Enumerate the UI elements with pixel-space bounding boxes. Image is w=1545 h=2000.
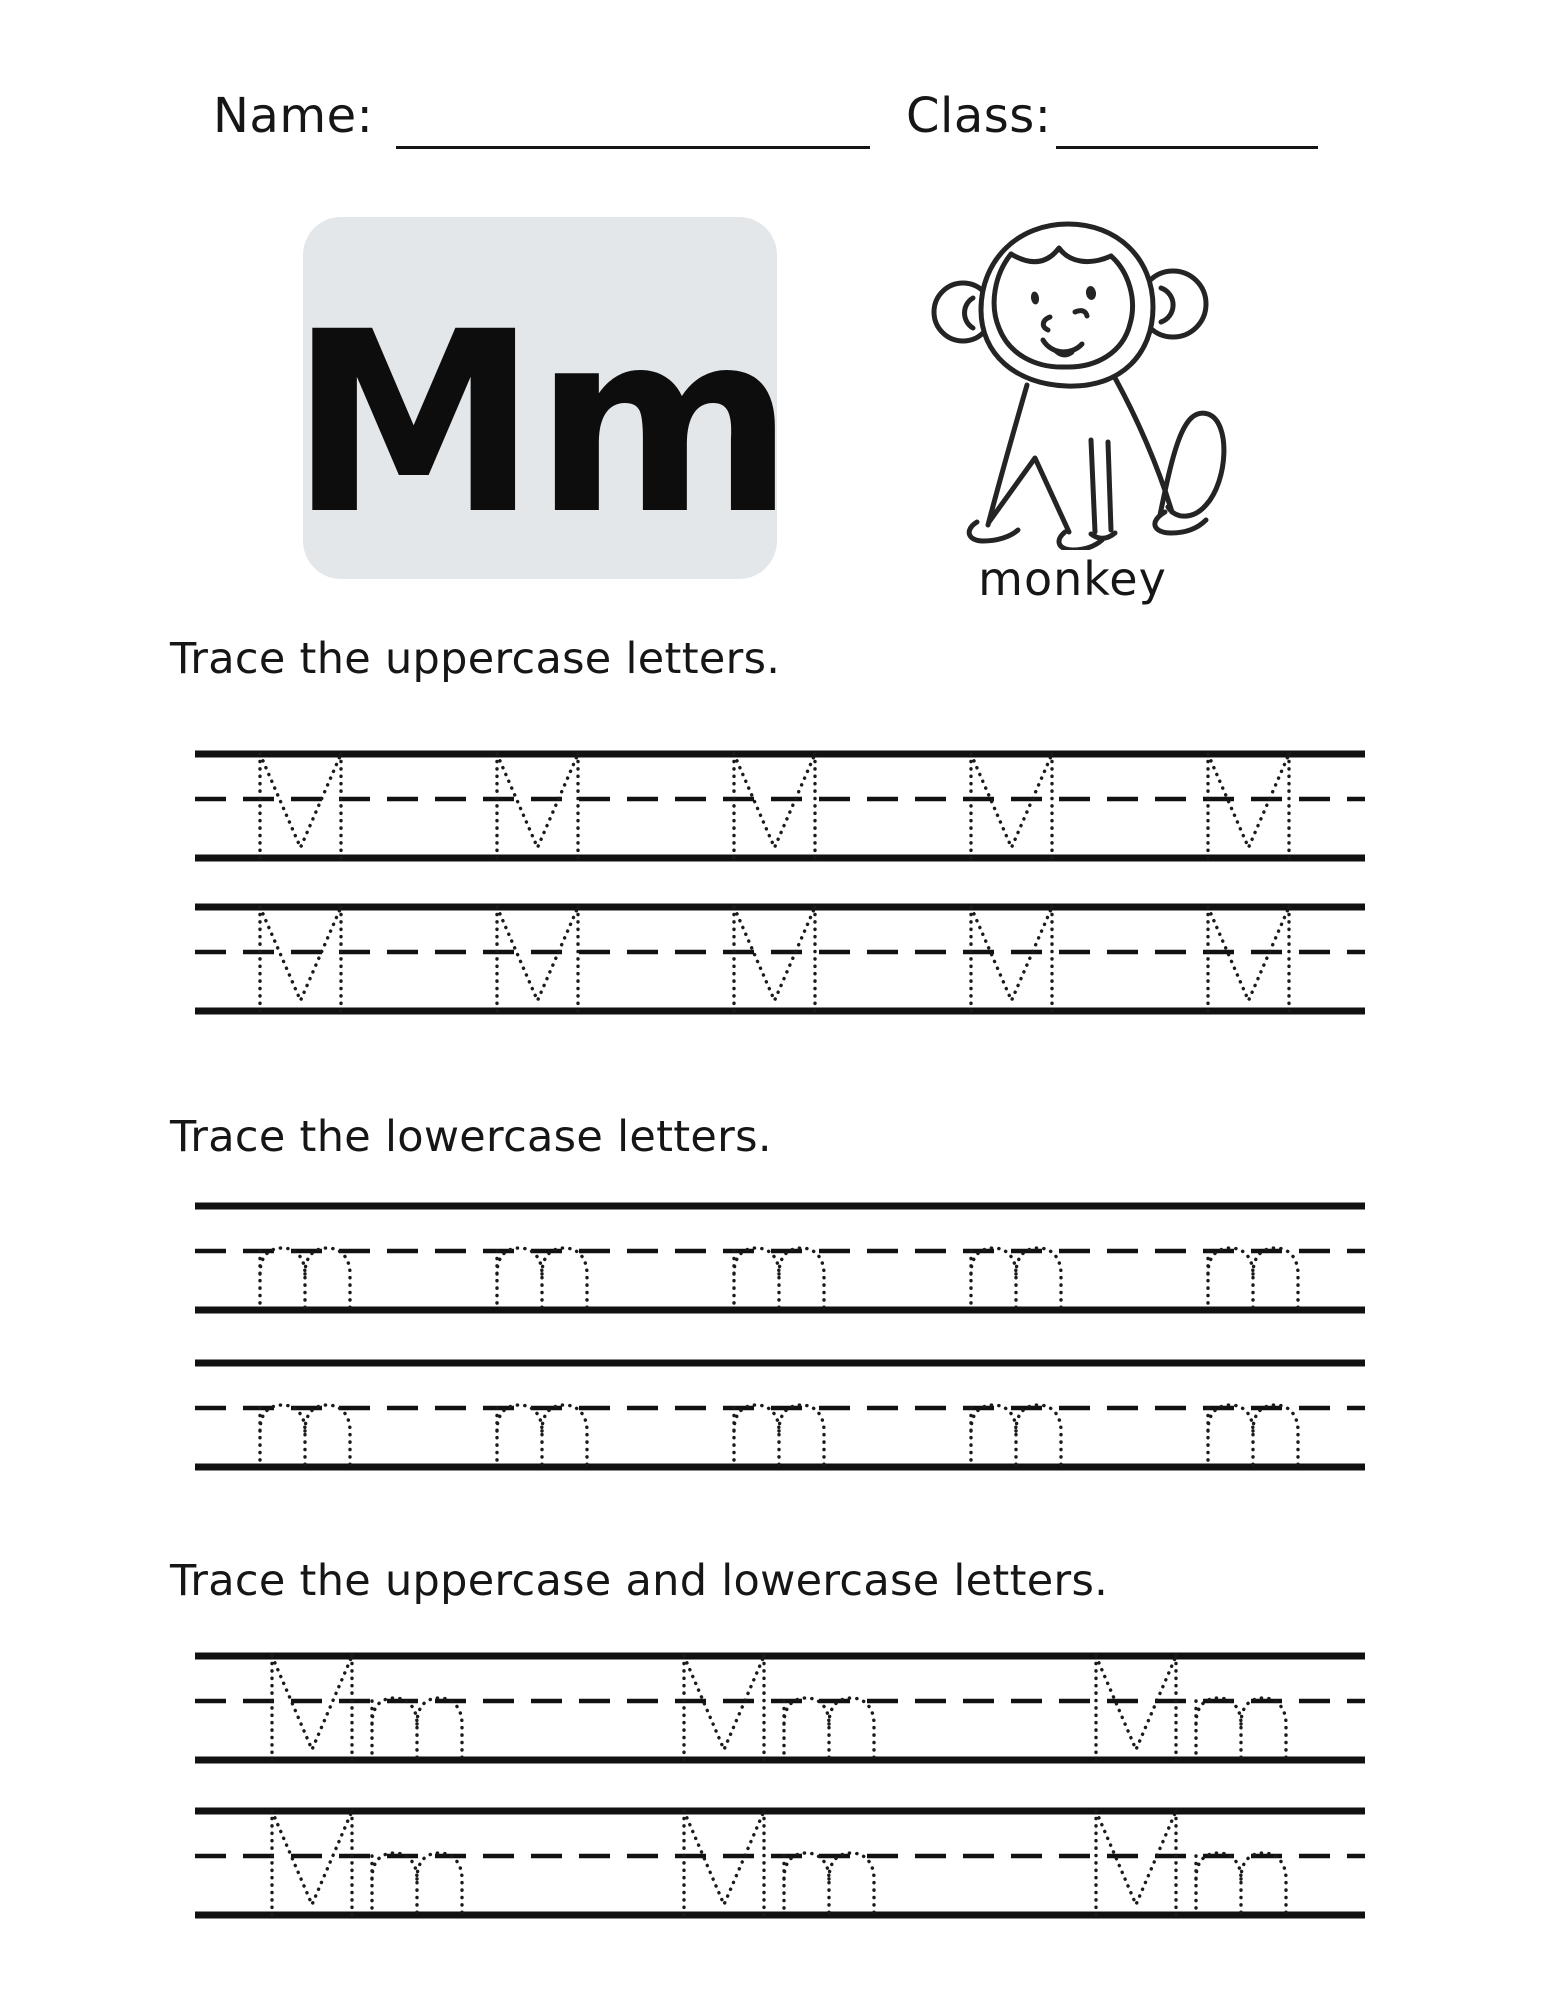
- name-label: Name:: [213, 88, 374, 144]
- letter-card-text: Mm: [289, 278, 791, 569]
- trace-row-uppercase-2: [195, 901, 1365, 1017]
- heading-lowercase: Trace the lowercase letters.: [170, 1112, 772, 1162]
- monkey-head: [981, 224, 1153, 386]
- trace-row-guides: [195, 1357, 1365, 1473]
- monkey-body-right: [1115, 378, 1172, 512]
- letter-card: [289, 217, 791, 579]
- trace-row-mixed-1: [195, 1650, 1365, 1766]
- class-label: Class:: [906, 88, 1052, 144]
- heading-mixed: Trace the uppercase and lowercase letters.: [170, 1556, 1109, 1606]
- trace-row-guides: [195, 748, 1365, 864]
- trace-row-uppercase-1: [195, 748, 1365, 864]
- heading-uppercase: Trace the uppercase letters.: [170, 634, 781, 684]
- monkey-illustration: [915, 200, 1230, 550]
- monkey-foot-left: [969, 522, 1018, 541]
- trace-row-mixed-2: [195, 1805, 1365, 1921]
- mascot-caption: monkey: [978, 552, 1167, 606]
- trace-row-lowercase-2: [195, 1357, 1365, 1473]
- trace-row-guides: [195, 1805, 1365, 1921]
- class-blank-line: [1056, 146, 1318, 149]
- trace-row-guides: [195, 1650, 1365, 1766]
- trace-row-lowercase-1: [195, 1200, 1365, 1316]
- monkey-body-left: [988, 385, 1027, 525]
- trace-row-guides: [195, 901, 1365, 1017]
- trace-row-guides: [195, 1200, 1365, 1316]
- name-blank-line: [396, 146, 870, 149]
